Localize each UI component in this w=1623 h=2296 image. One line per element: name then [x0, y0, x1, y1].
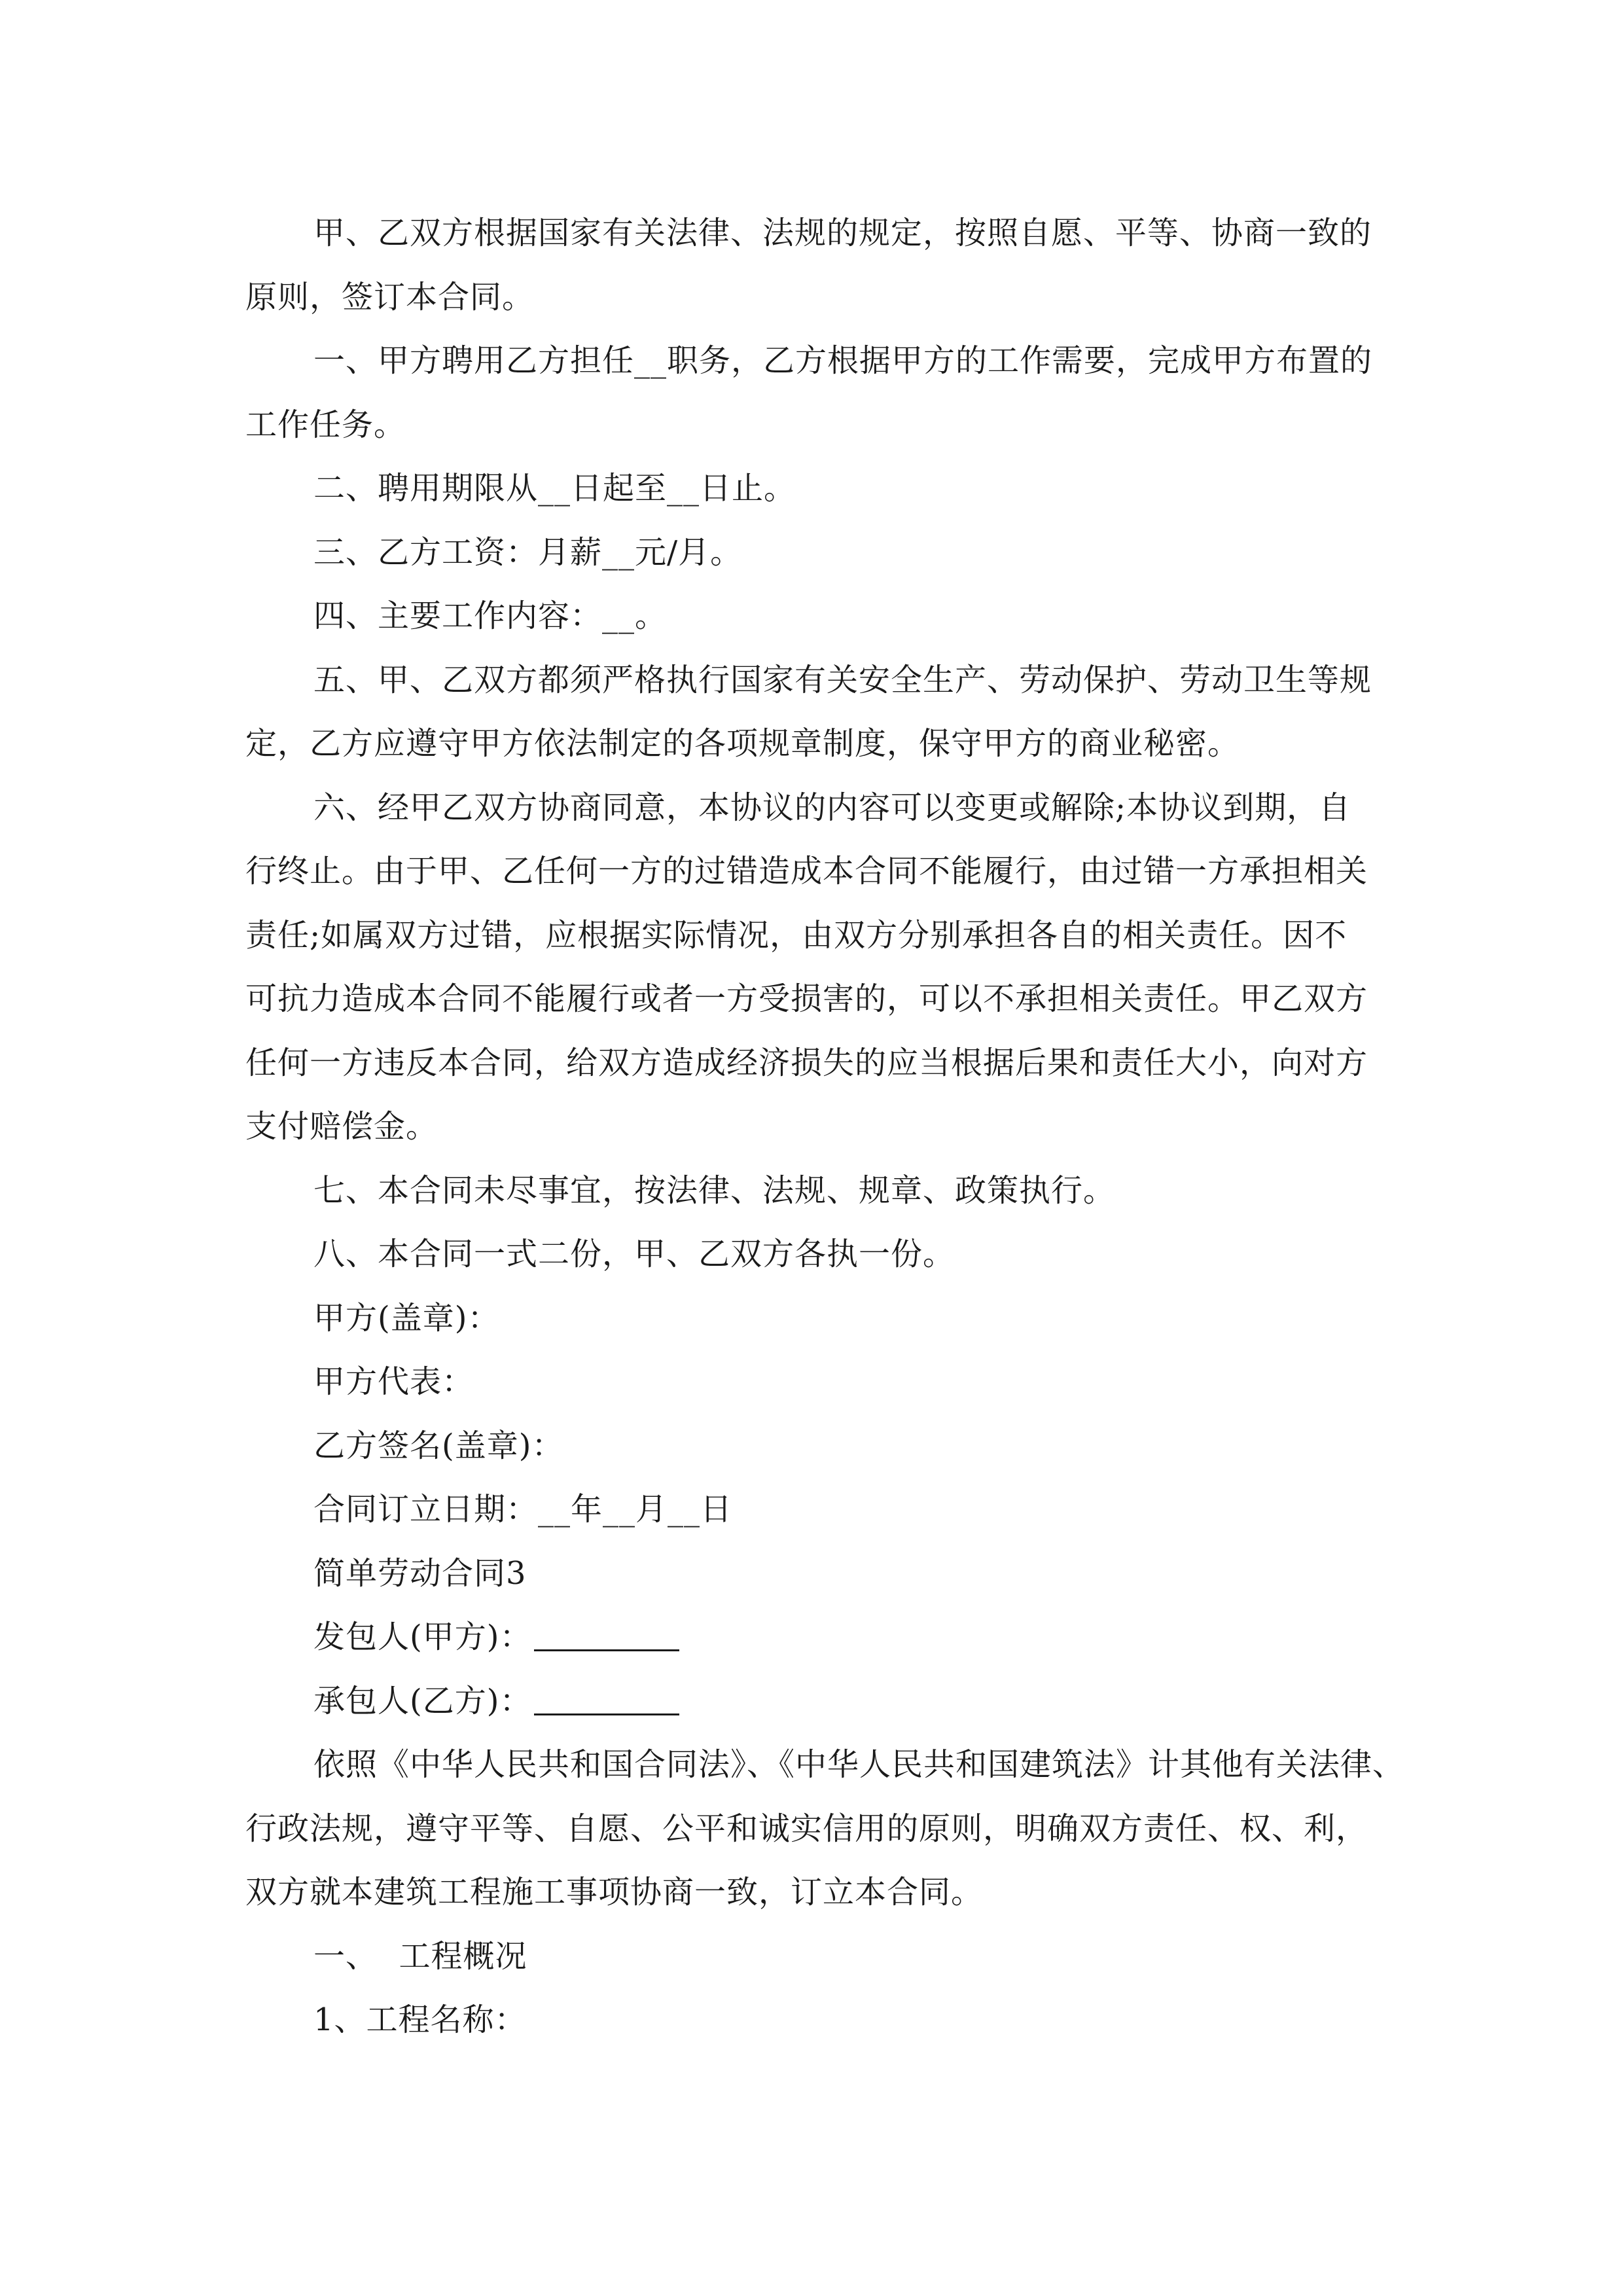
- text-line: 任何一方违反本合同，给双方造成经济损失的应当根据后果和责任大小，向对方: [245, 1044, 1368, 1081]
- text-line: [245, 1605, 1378, 1670]
- text-line: 二、聘用期限从__日起至__日止。: [313, 470, 796, 507]
- party-a-seal: [245, 1287, 1378, 1351]
- project-overview-heading: [245, 1925, 1378, 1989]
- text-line: 依照《中华人民共和国合同法》、《中华人民共和国建筑法》计其他有关法律、: [313, 1746, 1405, 1783]
- text-line: 行终止。由于甲、乙任何一方的过错造成本合同不能履行，由过错一方承担相关: [245, 853, 1368, 889]
- clause-8: [245, 1223, 1378, 1287]
- party-a-representative: [245, 1350, 1378, 1414]
- project-name: [245, 1988, 1378, 2053]
- clause-3: [245, 521, 1378, 585]
- text-line: 六、经甲乙双方协商同意，本协议的内容可以变更或解除;本协议到期，自: [313, 789, 1351, 826]
- clause-6: [245, 776, 1378, 1159]
- text-line: 甲方代表：: [313, 1363, 474, 1400]
- paragraph-preamble: [245, 202, 1378, 329]
- party-b-signature: [245, 1414, 1378, 1479]
- text-line: 四、主要工作内容：__。: [313, 598, 668, 634]
- clause-7: [245, 1159, 1378, 1223]
- section-title: [245, 1542, 1378, 1606]
- clause-4: [245, 584, 1378, 649]
- fill-in-blank: [534, 1713, 679, 1715]
- text-line: 可抗力造成本合同不能履行或者一方受损害的，可以不承担相关责任。甲乙双方: [245, 980, 1368, 1017]
- contract-body: [245, 202, 1405, 2053]
- text-line: 一、甲方聘用乙方担任__职务，乙方根据甲方的工作需要，完成甲方布置的: [313, 342, 1373, 379]
- text-line: 甲、乙双方根据国家有关法律、法规的规定，按照自愿、平等、协商一致的: [313, 215, 1372, 251]
- text-line: 一、 工程概况: [313, 1937, 527, 1975]
- fill-in-blank: [534, 1649, 679, 1651]
- text-line: 乙方签名(盖章)：: [313, 1427, 564, 1464]
- text-line: 行政法规，遵守平等、自愿、公平和诚实信用的原则，明确双方责任、权、利，: [245, 1810, 1368, 1847]
- legal-basis: [245, 1733, 1405, 1925]
- text-line: 甲方(盖章)：: [313, 1299, 500, 1336]
- text-line: 简单劳动合同3: [313, 1554, 527, 1592]
- contract-date: [245, 1478, 1378, 1542]
- text-line: 1、工程名称：: [313, 2001, 527, 2038]
- text-line: 三、乙方工资：月薪__元/月。: [313, 533, 743, 571]
- text-line: 工作任务。: [245, 406, 406, 443]
- text-line: 五、甲、乙双方都须严格执行国家有关安全生产、劳动保护、劳动卫生等规: [313, 661, 1372, 698]
- field-label: 承包人(乙方)：: [313, 1682, 532, 1719]
- text-line: 定，乙方应遵守甲方依法制定的各项规章制度，保守甲方的商业秘密。: [245, 725, 1240, 762]
- text-line: 双方就本建筑工程施工事项协商一致，订立本合同。: [245, 1874, 984, 1910]
- contractor-party-a: [245, 1605, 1378, 1670]
- clause-1: [245, 329, 1378, 457]
- text-line: 合同订立日期：__年__月__日: [313, 1491, 733, 1528]
- field-label: 发包人(甲方)：: [313, 1619, 532, 1655]
- clause-5: [245, 649, 1378, 776]
- contractor-party-b: [245, 1670, 1378, 1734]
- text-line: 七、本合同未尽事宜，按法律、法规、规章、政策执行。: [313, 1172, 1116, 1209]
- text-line: 支付赔偿金。: [245, 1108, 438, 1145]
- text-line: [245, 1670, 1378, 1734]
- text-line: 八、本合同一式二份，甲、乙双方各执一份。: [313, 1236, 955, 1272]
- text-line: 原则，签订本合同。: [245, 278, 535, 315]
- text-line: 责任;如属双方过错，应根据实际情况，由双方分别承担各自的相关责任。因不: [245, 916, 1347, 954]
- clause-2: [245, 457, 1378, 521]
